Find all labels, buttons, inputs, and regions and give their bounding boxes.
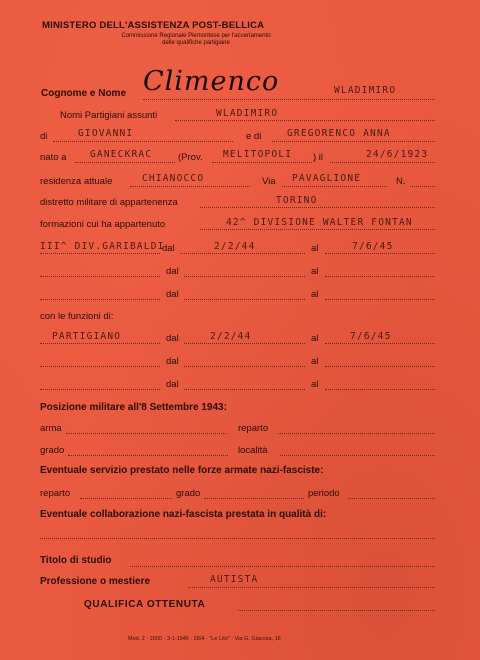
formation-row3-to-label: al	[311, 289, 319, 300]
formation-row2-from-label: dal	[166, 266, 179, 277]
street-number-label: N.	[396, 176, 406, 187]
partisan-names-label: Nomi Partigiani assunti	[60, 110, 158, 121]
formations-label: formazioni cui ha appartenuto	[40, 219, 166, 230]
formation-row2-to-label: al	[311, 266, 319, 277]
ministry-heading: MINISTERO DELL'ASSISTENZA POST-BELLICA	[42, 20, 265, 31]
function-row2-to-label: al	[311, 356, 319, 367]
unit-label: reparto	[238, 423, 269, 434]
function-to-value: 7/6/45	[350, 331, 392, 342]
education-label: Titolo di studio	[40, 555, 112, 566]
birthdate-label: ) il	[313, 152, 324, 163]
service-period-label: periodo	[308, 488, 340, 499]
profession-label: Professione o mestiere	[40, 576, 151, 587]
rank-label: grado	[40, 445, 65, 456]
service-unit-label: reparto	[40, 488, 71, 499]
formation-row3-from-label: dal	[166, 289, 179, 300]
first-name-value: WLADIMIRO	[334, 85, 397, 96]
residence-label: residenza attuale	[40, 176, 113, 187]
arm-label: arma	[40, 423, 62, 434]
service-rank-label: grado	[176, 488, 201, 499]
surname-name-label: Cognome e Nome	[41, 88, 127, 99]
qualification-label: QUALIFICA OTTENUTA	[84, 599, 206, 610]
collaboration-heading: Eventuale collaborazione nazi-fascista prestata in qualità di:	[40, 509, 327, 520]
commission-line-2: delle qualifiche partigiane	[162, 40, 230, 46]
profession-value: AUTISTA	[210, 574, 259, 585]
function-row3-from-label: dal	[166, 379, 179, 390]
formation-to-label: al	[311, 243, 319, 254]
handwritten-surname: Climenco	[143, 66, 280, 97]
mother-value: GREGORENCO ANNA	[287, 128, 391, 139]
print-footer: Mod. 2 · 2000 · 3-1-1946 · 28/4 · "Le Lito" · Via G. Giacosa, 16	[128, 636, 281, 642]
partisan-names-value: WLADIMIRO	[216, 108, 279, 119]
father-label: di	[40, 131, 48, 142]
function-from-value: 2/2/44	[210, 331, 252, 342]
formation-2-value: III^ DIV.GARIBALDI	[40, 241, 165, 252]
formation-from-value: 2/2/44	[214, 241, 256, 252]
location-label: località	[238, 445, 268, 456]
district-label: distretto militare di appartenenza	[40, 197, 178, 208]
birthplace-value: GANECKRAC	[90, 149, 153, 160]
commission-subheading	[96, 33, 296, 47]
street-label: Via	[262, 176, 276, 187]
nazi-fascist-service-heading: Eventuale servizio prestato nelle forze armate nazi-fasciste:	[40, 465, 324, 476]
birthplace-label: nato a	[40, 152, 67, 163]
functions-label: con le funzioni di:	[40, 311, 114, 322]
district-value: TORINO	[276, 195, 318, 206]
residence-value: CHIANOCCO	[142, 173, 205, 184]
function-value: PARTIGIANO	[52, 331, 122, 342]
birthdate-value: 24/6/1923	[366, 149, 429, 160]
function-to-label: al	[311, 333, 319, 344]
formation-to-value: 7/6/45	[352, 241, 394, 252]
formation-from-label: dal	[162, 243, 175, 254]
function-from-label: dal	[166, 333, 179, 344]
province-value: MELITOPOLI	[223, 149, 293, 160]
mother-label: e di	[246, 131, 262, 142]
formation-1-value: 42^ DIVISIONE WALTER FONTAN	[226, 217, 413, 228]
commission-line-1: Commissione Regionale Piemontese per l'accertamento	[121, 33, 271, 39]
street-value: PAVAGLIONE	[292, 173, 362, 184]
function-row2-from-label: dal	[166, 356, 179, 367]
function-row3-to-label: al	[311, 379, 319, 390]
province-label: (Prov.	[178, 152, 203, 163]
military-position-heading: Posizione militare all'8 Settembre 1943:	[40, 402, 227, 413]
father-value: GIOVANNI	[78, 128, 134, 139]
